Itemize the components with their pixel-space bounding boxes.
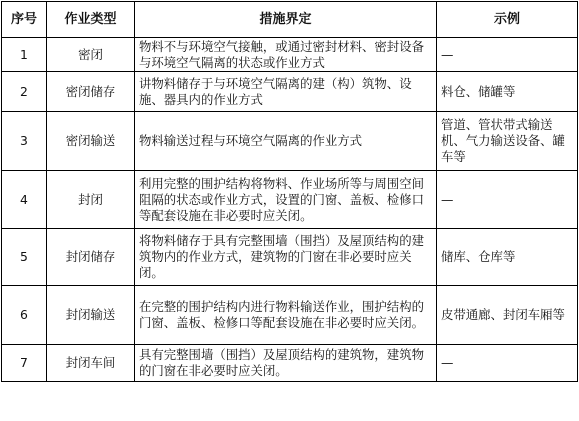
measures-table: [1, 1, 578, 382]
table-row: [2, 229, 578, 286]
row-type: 封闭输送: [47, 286, 135, 345]
row-description: 将物料储存于具有完整围墙（围挡）及屋顶结构的建筑物内的作业方式，建筑物的门窗在非必要时应关闭。: [135, 229, 437, 286]
table-header-row: [2, 2, 578, 38]
row-index: 2: [2, 72, 47, 112]
row-index: 6: [2, 286, 47, 345]
row-type: 封闭车间: [47, 345, 135, 382]
row-description: 在完整的围护结构内进行物料输送作业，围护结构的门窗、盖板、检修口等配套设施在非必要时应关闭。: [135, 286, 437, 345]
header-example: 示例: [437, 2, 578, 38]
table-row: [2, 38, 578, 72]
table-row: [2, 171, 578, 229]
table-row: [2, 286, 578, 345]
table-row: [2, 345, 578, 382]
row-type: 密闭: [47, 38, 135, 72]
row-example: —: [437, 171, 578, 229]
row-example: —: [437, 345, 578, 382]
row-description: 利用完整的围护结构将物料、作业场所等与周围空间阻隔的状态或作业方式，设置的门窗、盖板、检修口等配套设施在非必要时应关闭。: [135, 171, 437, 229]
row-description: 具有完整围墙（围挡）及屋顶结构的建筑物，建筑物的门窗在非必要时应关闭。: [135, 345, 437, 382]
row-example: 管道、管状带式输送机、气力输送设备、罐车等: [437, 112, 578, 171]
row-index: 4: [2, 171, 47, 229]
row-type: 密闭储存: [47, 72, 135, 112]
row-index: 5: [2, 229, 47, 286]
row-index: 7: [2, 345, 47, 382]
row-index: 3: [2, 112, 47, 171]
row-description: 物料输送过程与环境空气隔离的作业方式: [135, 112, 437, 171]
row-example: 皮带通廊、封闭车厢等: [437, 286, 578, 345]
row-example: 料仓、储罐等: [437, 72, 578, 112]
row-description: 物料不与环境空气接触，或通过密封材料、密封设备与环境空气隔离的状态或作业方式: [135, 38, 437, 72]
row-index: 1: [2, 38, 47, 72]
header-description: 措施界定: [135, 2, 437, 38]
row-example: 储库、仓库等: [437, 229, 578, 286]
row-type: 封闭储存: [47, 229, 135, 286]
row-type: 封闭: [47, 171, 135, 229]
header-index: 序号: [2, 2, 47, 38]
header-type: 作业类型: [47, 2, 135, 38]
table-row: [2, 72, 578, 112]
table-row: [2, 112, 578, 171]
row-example: —: [437, 38, 578, 72]
row-type: 密闭输送: [47, 112, 135, 171]
row-description: 讲物料储存于与环境空气隔离的建（构）筑物、设施、器具内的作业方式: [135, 72, 437, 112]
